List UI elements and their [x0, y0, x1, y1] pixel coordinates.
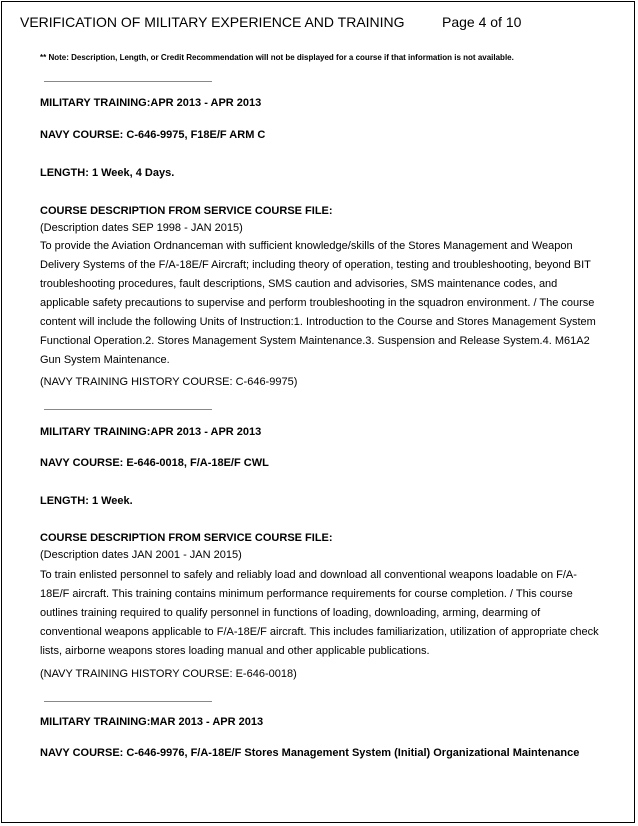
course-length: LENGTH: 1 Week, 4 Days. — [40, 167, 175, 179]
section-divider — [44, 81, 212, 82]
navy-course-title: NAVY COURSE: C-646-9976, F/A-18E/F Stores Management System (Initial) Organizational Maintenance — [40, 747, 580, 759]
training-history-course: (NAVY TRAINING HISTORY COURSE: E-646-0018) — [40, 668, 297, 680]
military-training-dates: MILITARY TRAINING:APR 2013 - APR 2013 — [40, 97, 262, 109]
description-dates: (Description dates JAN 2001 - JAN 2015) — [40, 549, 242, 561]
page-border — [1, 1, 635, 823]
document-title: VERIFICATION OF MILITARY EXPERIENCE AND TRAINING — [20, 14, 405, 30]
page-number: Page 4 of 10 — [442, 14, 522, 30]
section-divider — [44, 701, 212, 702]
course-description-heading: COURSE DESCRIPTION FROM SERVICE COURSE FILE: — [40, 532, 333, 544]
military-training-dates: MILITARY TRAINING:APR 2013 - APR 2013 — [40, 426, 262, 438]
description-dates: (Description dates SEP 1998 - JAN 2015) — [40, 222, 243, 234]
training-history-course: (NAVY TRAINING HISTORY COURSE: C-646-9975) — [40, 376, 298, 388]
military-training-dates: MILITARY TRAINING:MAR 2013 - APR 2013 — [40, 716, 264, 728]
course-length: LENGTH: 1 Week. — [40, 495, 133, 507]
course-description: To provide the Aviation Ordnanceman with sufficient knowledge/skills of the Stores Management and Weapon Delivery Systems of the F/A-18E/F Aircraft; including theory of operation, testing and troubleshooting, beyond BIT troubleshooting procedures, fault descriptions, SMS caution and advisories, SMS maintenance codes, and applicable safety precautions to supervise and perform troubleshooting in the squadron environment. / The course content will include the following Units of Instruction:1. Introduction to the Course and Stores Management System Functional Operation.2. Stores Management System Maintenance.3. Suspension and Release System.4. M61A2 Gun System Maintenance. — [40, 240, 596, 366]
course-description-heading: COURSE DESCRIPTION FROM SERVICE COURSE FILE: — [40, 205, 333, 217]
navy-course-title: NAVY COURSE: E-646-0018, F/A-18E/F CWL — [40, 457, 269, 469]
note-text: ** Note: Description, Length, or Credit Recommendation will not be displayed for a course if that information is not available. — [40, 53, 514, 62]
navy-course-title: NAVY COURSE: C-646-9975, F18E/F ARM C — [40, 129, 266, 141]
section-divider — [44, 409, 212, 410]
course-description: To train enlisted personnel to safely and reliably load and download all conventional weapons loadable on F/A-18E/F aircraft. This training contains minimum performance requirements for course completion. / This course outlines training required to qualify personnel in functions of loading, downloading, arming, dearming of conventional weapons applicable to F/A-18E/F aircraft. This includes familiarization, utilization of appropriate check lists, airborne weapons stores loading manual and other applicable publications. — [40, 569, 599, 657]
